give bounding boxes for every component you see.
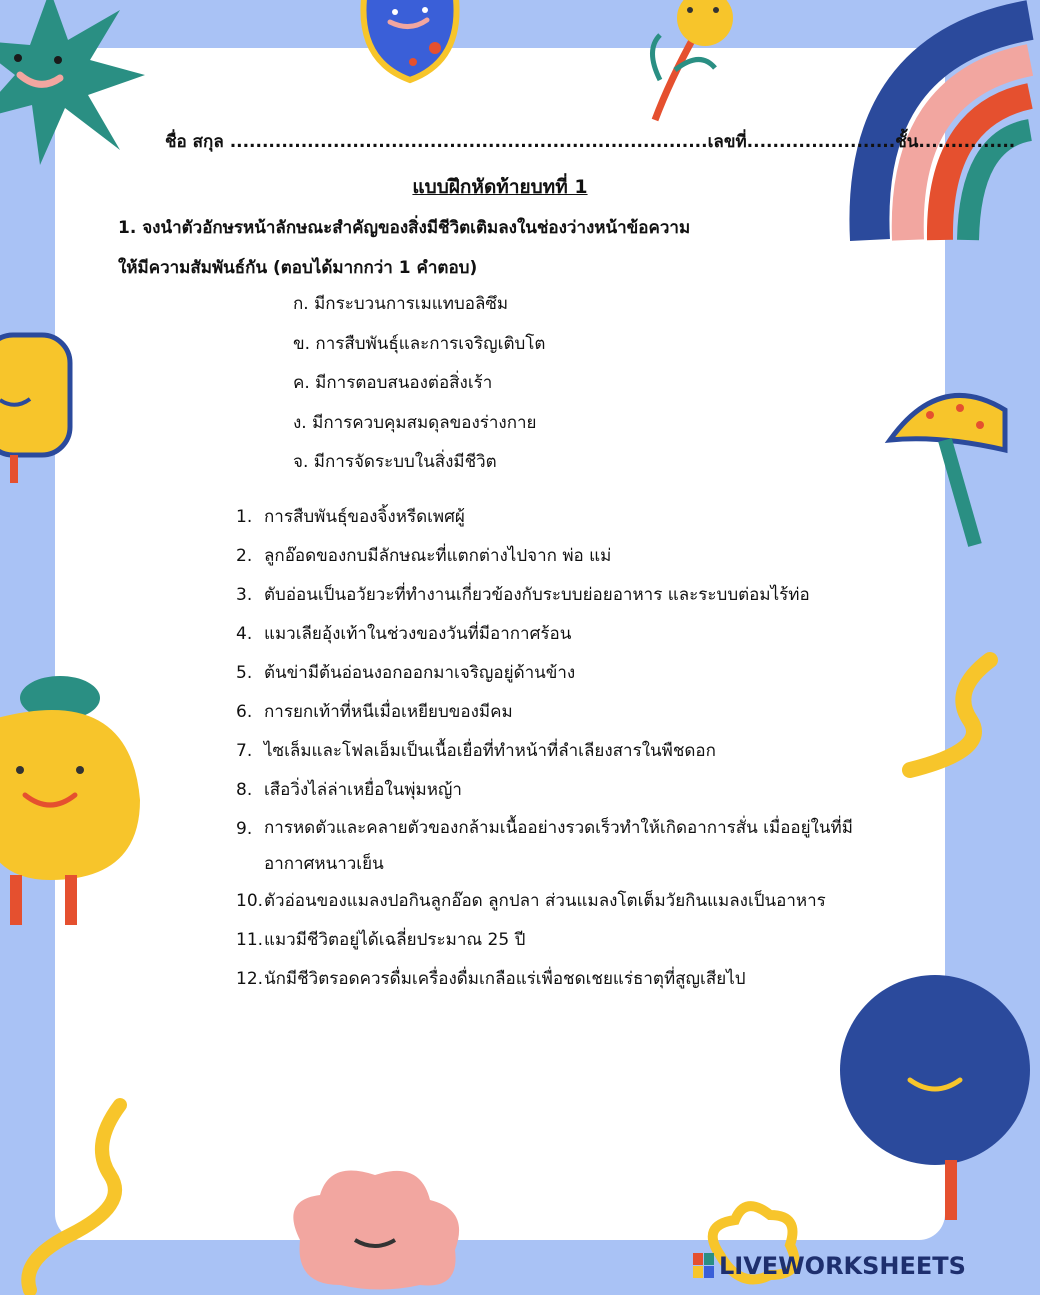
list-item[interactable] — [236, 576, 886, 615]
list-item[interactable] — [236, 693, 886, 732]
blue-drop-sticker — [355, 0, 465, 100]
class-label: ชั้น — [895, 132, 919, 152]
list-item[interactable] — [236, 810, 886, 882]
item-number: 12. — [236, 969, 264, 989]
name-blank[interactable]: .......................................................................... — [229, 132, 708, 152]
item-text: การสืบพันธุ์ของจิ้งหรีดเพศผู้ — [264, 507, 465, 527]
item-number: 10. — [236, 891, 264, 911]
list-item[interactable] — [236, 615, 886, 654]
student-info-line — [165, 128, 1015, 155]
yellow-flower-bottom — [690, 1195, 810, 1295]
item-text: ตับอ่อนเป็นอวัยวะที่ทำงานเกี่ยวข้องกับระบบย่อยอาหาร และระบบต่อมไร้ท่อ — [264, 585, 810, 605]
item-number: 7. — [236, 741, 253, 761]
item-text: แมวมีชีวิตอยู่ได้เฉลี่ยประมาณ 25 ปี — [264, 930, 526, 950]
liveworksheets-watermark — [693, 1252, 966, 1280]
item-number: 11. — [236, 930, 264, 950]
item-number: 1. — [236, 507, 253, 527]
choice-cho: จ. มีการจัดระบบในสิ่งมีชีวิต — [293, 452, 497, 472]
instruction-line-1: 1. จงนำตัวอักษรหน้าลักษณะสำคัญของสิ่งมีชีวิตเติมลงในช่องว่างหน้าข้อความ — [118, 218, 691, 238]
question-list — [236, 498, 886, 999]
item-number: 4. — [236, 624, 253, 644]
item-text: ไซเล็มและโฟลเอ็มเป็นเนื้อเยื่อที่ทำหน้าที่ลำเลียงสารในพืชดอก — [264, 741, 716, 761]
liveworksheets-logo-icon — [693, 1253, 715, 1279]
flower-sticker — [620, 0, 760, 130]
number-label: เลขที่ — [707, 132, 747, 152]
item-number: 2. — [236, 546, 253, 566]
number-blank[interactable]: ....................... — [746, 132, 896, 152]
yellow-squiggle-right — [890, 650, 1000, 790]
list-item[interactable] — [236, 771, 886, 810]
worksheet-title: แบบฝึกหัดท้ายบทที่ 1 — [412, 176, 588, 198]
yellow-blob-sticker — [0, 660, 150, 930]
item-text: แมวเลียอุ้งเท้าในช่วงของวันที่มีอากาศร้อน — [264, 624, 572, 644]
choice-ngo: ง. มีการควบคุมสมดุลของร่างกาย — [293, 412, 537, 433]
answer-choices — [293, 290, 545, 488]
list-item[interactable] — [236, 537, 886, 576]
yellow-squiggle-left — [0, 1085, 140, 1295]
watermark-text: LIVEWORKSHEETS — [719, 1252, 966, 1280]
list-item[interactable] — [236, 732, 886, 771]
item-text: ต้นข่ามีต้นอ่อนงอกออกมาเจริญอยู่ด้านข้าง — [264, 663, 576, 683]
teal-star-sticker — [0, 0, 170, 180]
class-blank[interactable]: ............... — [918, 132, 1016, 152]
list-item[interactable] — [236, 960, 886, 999]
item-number: 3. — [236, 585, 253, 605]
item-number: 5. — [236, 663, 253, 683]
item-text: นักมีชีวิตรอดควรดื่มเครื่องดื่มเกลือแร่เพื่อชดเชยแร่ธาตุที่สูญเสียไป — [264, 969, 746, 989]
mushroom-sticker — [880, 380, 1010, 550]
item-number: 8. — [236, 780, 253, 800]
list-item[interactable] — [236, 498, 886, 537]
item-text: ตัวอ่อนของแมลงปอกินลูกอ๊อด ลูกปลา ส่วนแมลงโตเต็มวัยกินแมลงเป็นอาหาร — [264, 891, 826, 911]
pink-cloud-sticker — [280, 1160, 470, 1294]
item-text: การหดตัวและคลายตัวของกล้ามเนื้ออย่างรวดเร็วทำให้เกิดอาการสั่น เมื่ออยู่ในที่มีอากาศหนาวเย็น — [264, 818, 853, 874]
item-text: เสือวิ่งไล่ล่าเหยื่อในพุ่มหญ้า — [264, 780, 462, 800]
choice-ko: ก. มีกระบวนการเมแทบอลิซึม — [293, 294, 509, 314]
choice-kho-khwai: ค. มีการตอบสนองต่อสิ่งเร้า — [293, 373, 493, 393]
name-label: ชื่อ สกุล — [165, 132, 224, 152]
instruction-line-2: ให้มีความสัมพันธ์กัน (ตอบได้มากกว่า 1 คำตอบ) — [118, 258, 478, 278]
choice-kho: ข. การสืบพันธุ์และการเจริญเติบโต — [293, 333, 546, 354]
list-item[interactable] — [236, 882, 886, 921]
toast-sticker — [0, 325, 90, 485]
list-item[interactable] — [236, 921, 886, 960]
item-text: การยกเท้าที่หนีเมื่อเหยียบของมีคม — [264, 702, 513, 722]
item-number: 6. — [236, 702, 253, 722]
item-text: ลูกอ๊อดของกบมีลักษณะที่แตกต่างไปจาก พ่อ แม่ — [264, 546, 612, 566]
list-item[interactable] — [236, 654, 886, 693]
item-number: 9. — [236, 819, 253, 839]
